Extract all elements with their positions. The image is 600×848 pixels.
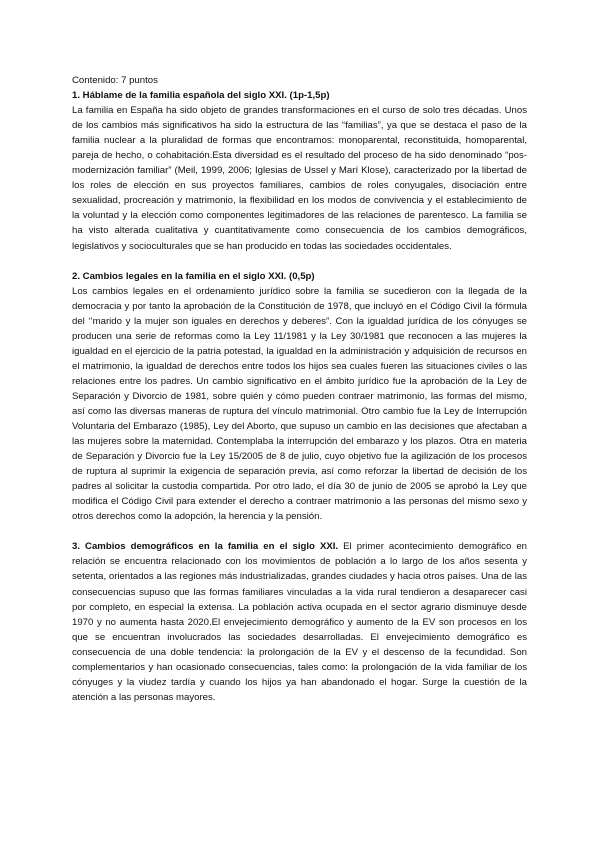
content-points-label: Contenido: 7 puntos	[72, 75, 158, 86]
section-family-21st-century	[72, 88, 527, 254]
section-heading: 2. Cambios legales en la familia en el siglo XXI. (0,5p)	[72, 270, 315, 282]
section-body: Los cambios legales en el ordenamiento jurídico sobre la familia se sucedieron con la llegada de la democracia y por tanto la aprobación de la Constitución de 1978, que incluyó en el Código Civil la fórmula del ‘’marido y la mujer son iguales en derechos y deberes”. Con la igualdad jurídica de los cónyuges se producen una serie de reformas como la Ley 11/1981 y la Ley 30/1981 que reconocen a las mujeres la igualdad en el ejercicio de la patria potestad, la igualdad en la administración y adquisición de recursos en el matrimonio, la igualdad de derechos entre todos los hijos sea cuales fueren las situaciones civiles o las relaciones entre los padres. Un cambio significativo en el ámbito jurídico fue la aprobación de la Ley de Separación y Divorcio de 1981, sobre quién y cómo pueden contraer matrimonio, las formas del mismo, así como las diversas maneras de ruptura del vínculo matrimonial. Otro cambio fue la Ley de Interrupción Voluntaria del Embarazo (1985), Ley del Aborto, que supuso un cambio en las decisiones que afectaban a las mujeres sobre la maternidad. Contemplaba la interrupción del embarazo y los plazos. Otra en materia de Separación y Divorcio fue la Ley 15/2005 de 8 de julio, cuyo objetivo fue la agilización de los procesos de ruptura al suprimir la exigencia de separación previa, así como reforzar la libertad de decisión de los padres al solicitar la custodia compartida. Por otro lado, el día 30 de junio de 2005 se aprobó la Ley que modifica el Código Civil para extender el derecho a contraer matrimonio a las personas del mismo sexo y otros derechos como la adopción, la herencia y la pensión.	[72, 285, 527, 523]
document-page	[72, 73, 527, 720]
section-heading: 1. Háblame de la familia española del siglo XXI. (1p-1,5p)	[72, 90, 330, 102]
section-demographic-changes	[72, 539, 527, 705]
section-body: El primer acontecimiento demográfico en relación se encuentra relacionado con los movimientos de población a lo largo de los años sesenta y setenta, orientados a las regiones más industrializadas, grandes ciudades y hacia otros países. Una de las consecuencias supuso que las formas familiares vinculadas a la vida rural tendieron a desaparecer casi por completo, en especial la extensa. La población activa ocupada en el sector agrario disminuye desde 1970 y no aumenta hasta 2020.El envejecimiento demográfico y aumento de la EV son procesos en los que se encuentran involucrados las sociedades desarrolladas. El envejecimiento demográfico es consecuencia de una doble tendencia: la prolongación de la EV y el descenso de la fecundidad. Son complementarios y han ocasionado consecuencias, tales como: la prolongación de la vida familiar de los cónyuges y la viudez tardía y cuando los hijos ya han abandonado el hogar. Surge la cuestión de la atención a las personas mayores.	[72, 541, 527, 703]
section-paragraph	[72, 539, 527, 705]
section-heading: 3. Cambios demográficos en la familia en el siglo XXI.	[72, 541, 339, 553]
section-legal-changes	[72, 269, 527, 525]
section-body: La familia en España ha sido objeto de grandes transformaciones en el curso de solo tres décadas. Unos de los cambios más significativos ha sido la estructura de las “familias”, ya que se destaca el paso de la familia nuclear a la pluralidad de formas que encontramos: monoparental, reconstituida, homoparental, pareja de hecho, o cohabitación.Esta diversidad es el resultado del proceso de ha sido denominado “pos-modernización familiar” (Meil, 1999, 2006; Iglesias de Ussel y Marí Klose), caracterizado por la libertad de los roles de elección en sus proyectos familiares, cambios de roles conyugales, disociación entre sexualidad, procreación y matrimonio, la flexibilidad en los modos de convivencia y el establecimiento de la voluntad y la elección como componentes legitimadores de las relaciones de parentesco. La familia se ha visto alterada cualitativa y cuantitativamente como consecuencia de los cambios demográficos, legislativos y socioculturales que se han producido en todas las sociedades occidentales.	[72, 105, 527, 252]
